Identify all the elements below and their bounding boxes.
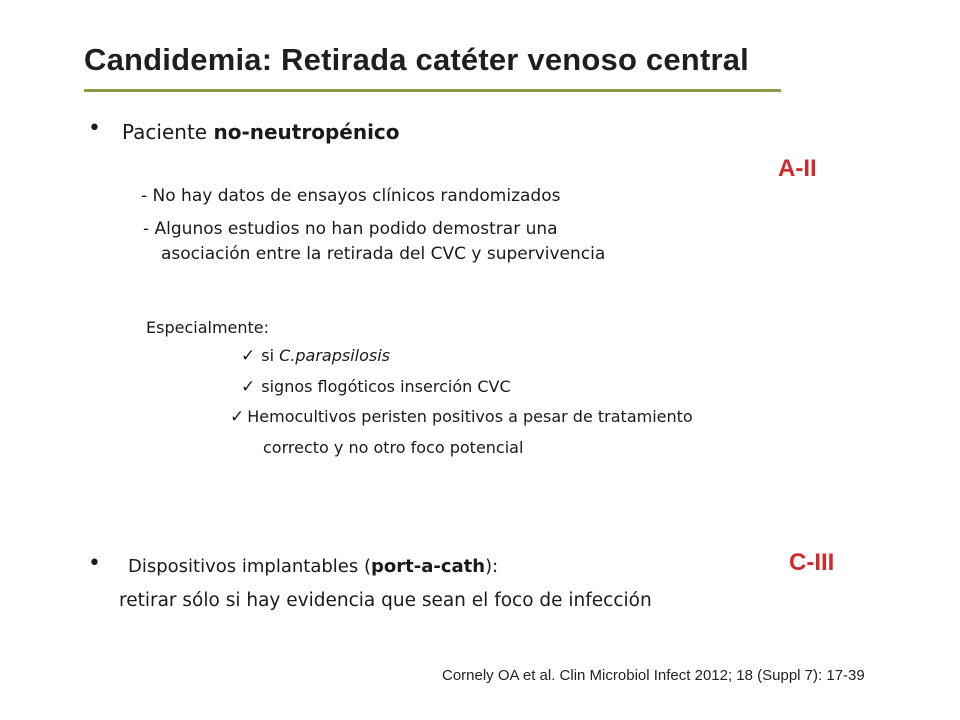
title-underline — [84, 89, 781, 92]
bullet-lead-text: Paciente — [122, 120, 214, 144]
check-text-italic: C.parapsilosis — [279, 346, 391, 365]
check-item-parapsilosis — [241, 346, 390, 366]
check-text: signos flogóticos inserción CVC — [261, 377, 511, 396]
bullet-lead-end: ): — [485, 556, 499, 577]
bullet-dot: • — [88, 116, 101, 141]
check-text: Hemocultivos peristen positivos a pesar de tratamiento — [247, 407, 693, 426]
bullet-lead-bold: no-neutropénico — [213, 120, 400, 144]
check-icon: ✓ — [230, 407, 245, 427]
check-item-hemocultivos — [230, 407, 693, 427]
item-studies-continued: asociación entre la retirada del CVC y supervivencia — [161, 244, 606, 264]
citation: Cornely OA et al. Clin Microbiol Infect 2012; 18 (Suppl 7): 17-39 — [442, 667, 865, 684]
item-no-data: - No hay datos de ensayos clínicos randomizados — [141, 186, 561, 206]
evidence-rating-a2: A-II — [778, 155, 817, 182]
check-icon: ✓ — [241, 346, 256, 366]
bullet-dot: • — [88, 551, 101, 576]
dispositivos-detail: retirar sólo si hay evidencia que sean el foco de infección — [119, 590, 652, 611]
check-icon: ✓ — [241, 377, 256, 397]
item-studies: - Algunos estudios no han podido demostrar una — [143, 219, 558, 239]
bullet-lead-text: Dispositivos implantables ( — [128, 556, 371, 577]
slide-title: Candidemia: Retirada catéter venoso central — [84, 42, 749, 77]
bullet-dispositivos — [128, 556, 498, 577]
check-item-signos — [241, 377, 511, 397]
check-text: si — [261, 346, 280, 365]
evidence-rating-c3: C-III — [789, 549, 835, 576]
especially-label: Especialmente: — [146, 318, 270, 337]
bullet-lead-bold: port-a-cath — [371, 556, 486, 577]
bullet-paciente — [122, 120, 400, 144]
check-item-hemocultivos-continued: correcto y no otro foco potencial — [263, 438, 524, 457]
